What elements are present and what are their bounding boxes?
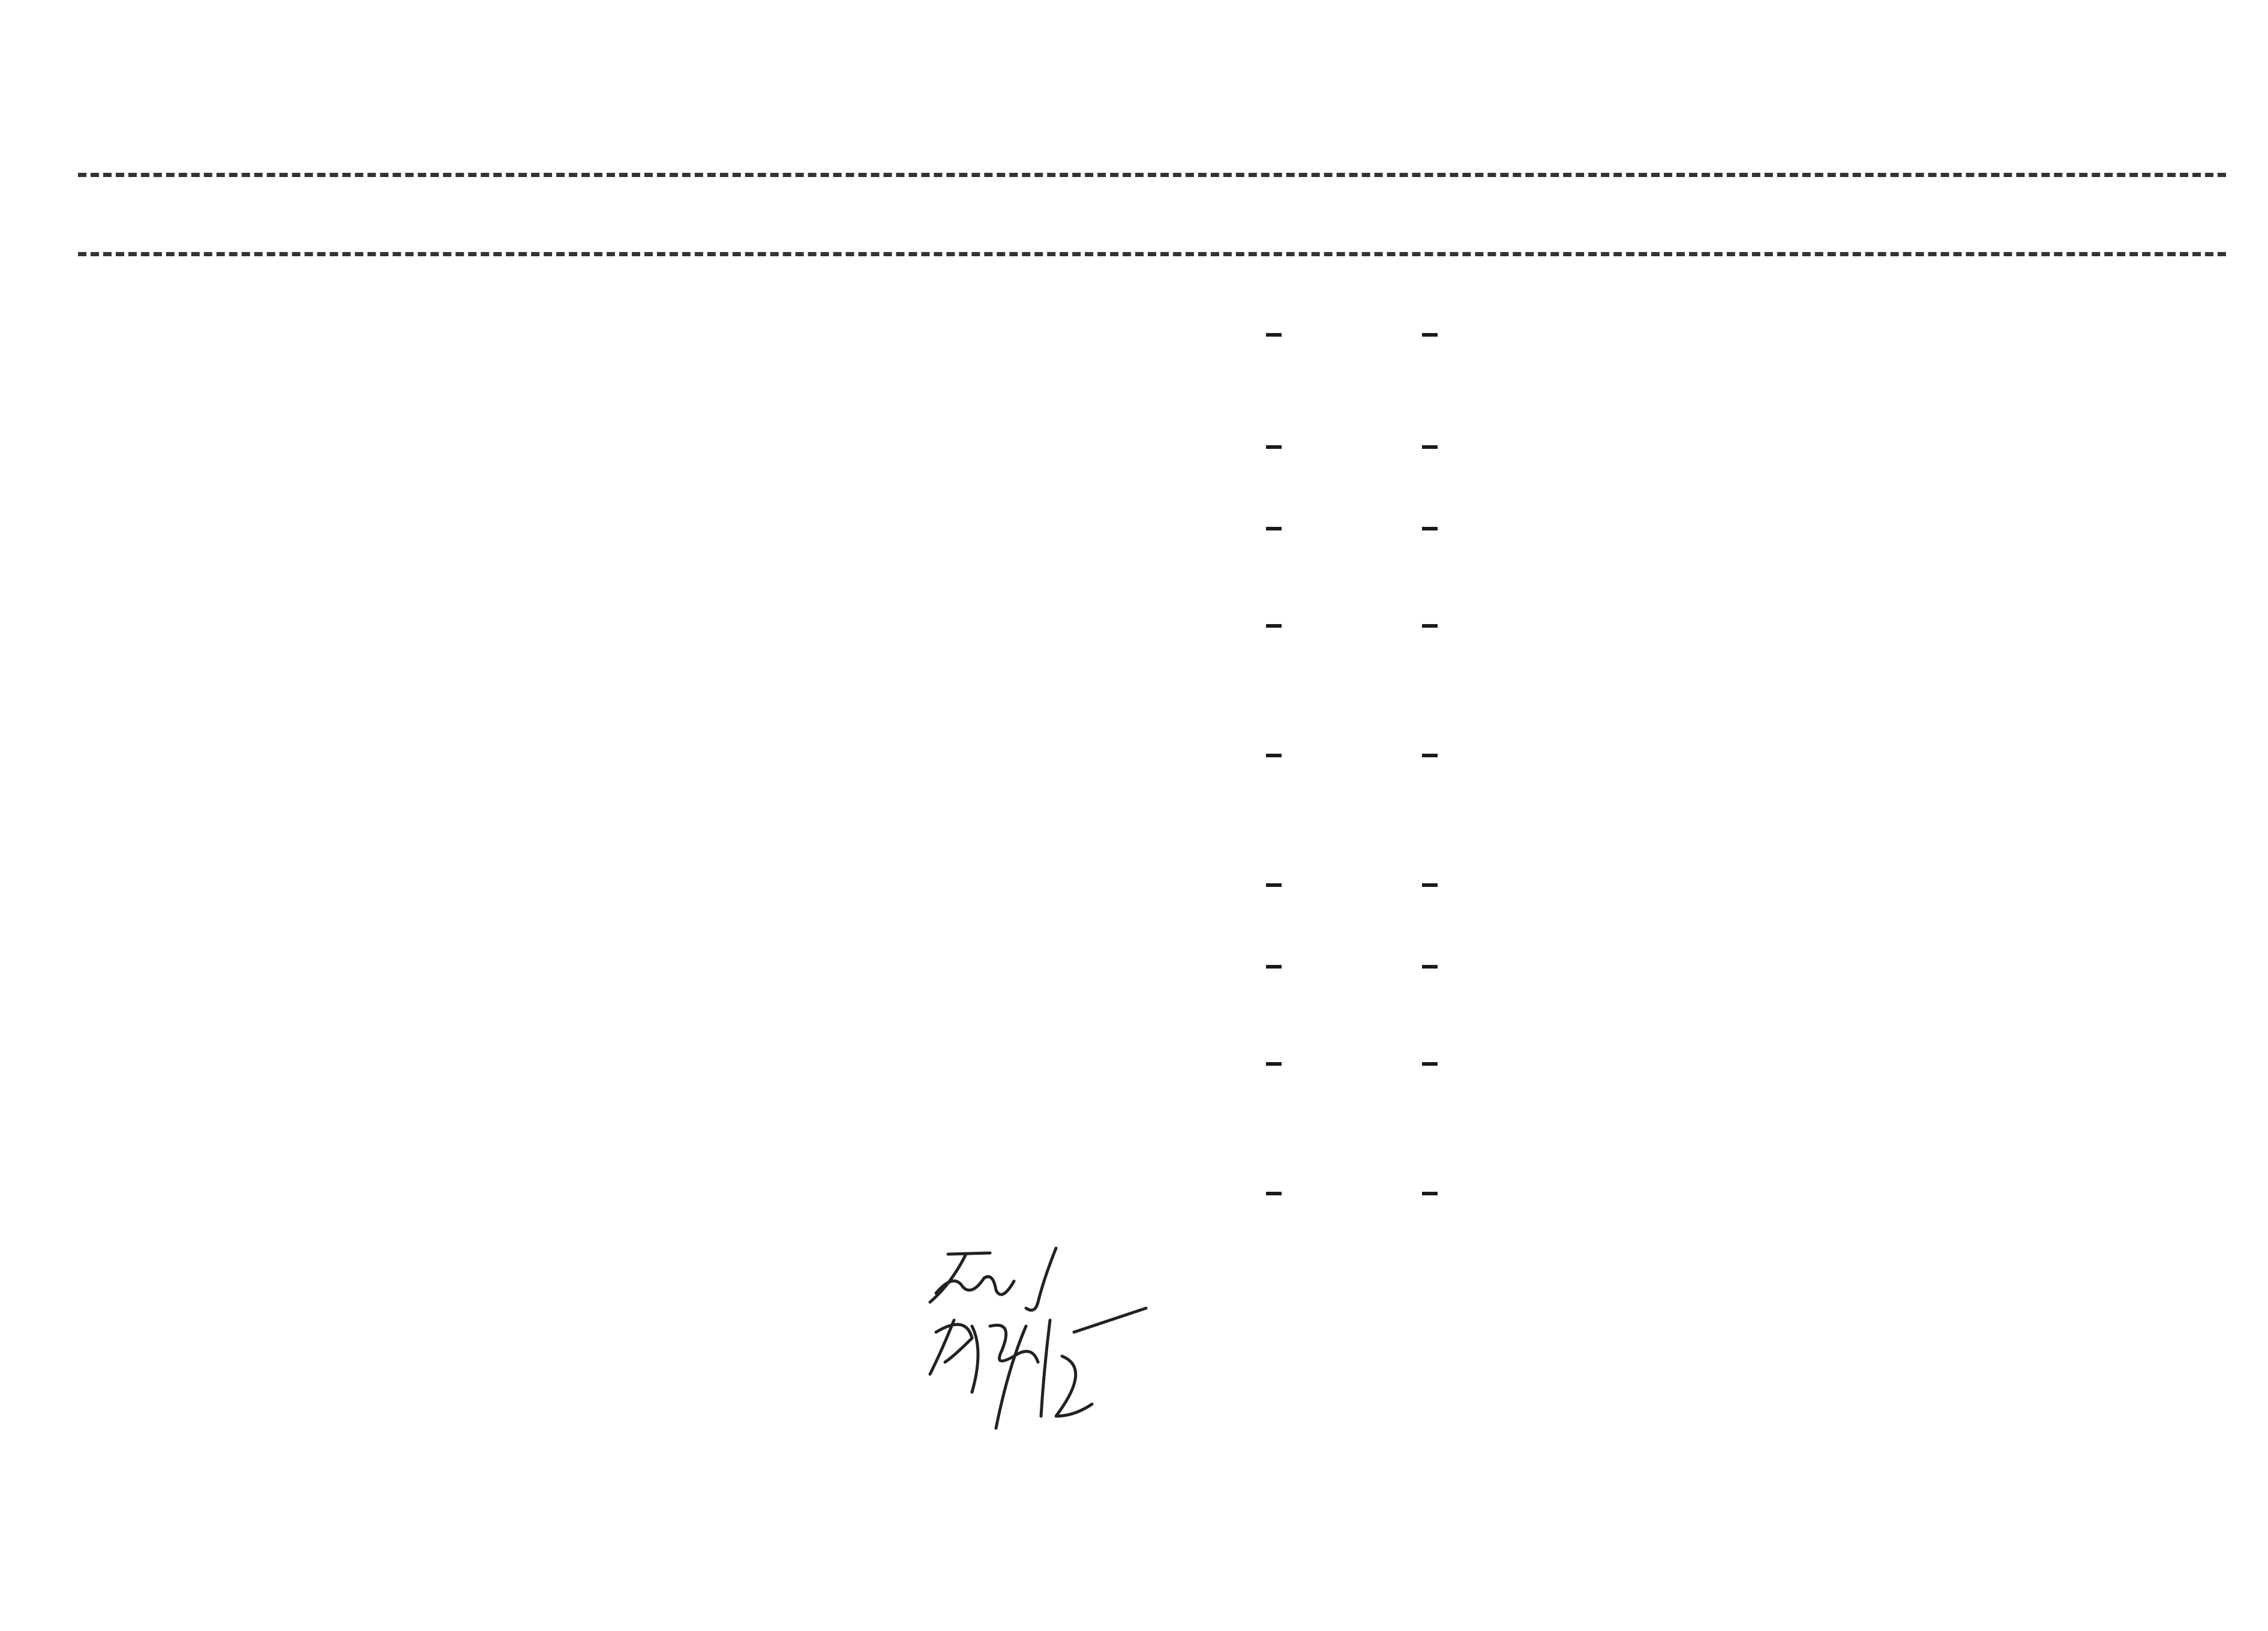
row-dash-col5: [1266, 965, 1282, 969]
row-dash-col5: [1266, 445, 1282, 449]
row-dash-col5: [1266, 624, 1282, 628]
row-dash-col6: [1422, 527, 1438, 530]
row-dash-col5: [1266, 1062, 1282, 1066]
row-dash-col6: [1422, 445, 1438, 449]
row-dash-col6: [1422, 965, 1438, 969]
row-dash-col5: [1266, 883, 1282, 887]
row-dash-col5: [1266, 333, 1282, 337]
row-dash-col6: [1422, 333, 1438, 337]
row-dash-col5: [1266, 1192, 1282, 1195]
row-dash-col5: [1266, 527, 1282, 530]
handwritten-signature: [894, 1236, 1158, 1440]
row-dash-col6: [1422, 754, 1438, 757]
row-dash-col6: [1422, 1192, 1438, 1195]
row-dash-col5: [1266, 754, 1282, 757]
table-header-rule: [78, 252, 2226, 256]
row-dash-col6: [1422, 624, 1438, 628]
row-dash-col6: [1422, 883, 1438, 887]
row-dash-col6: [1422, 1062, 1438, 1066]
table-top-rule: [78, 173, 2226, 177]
